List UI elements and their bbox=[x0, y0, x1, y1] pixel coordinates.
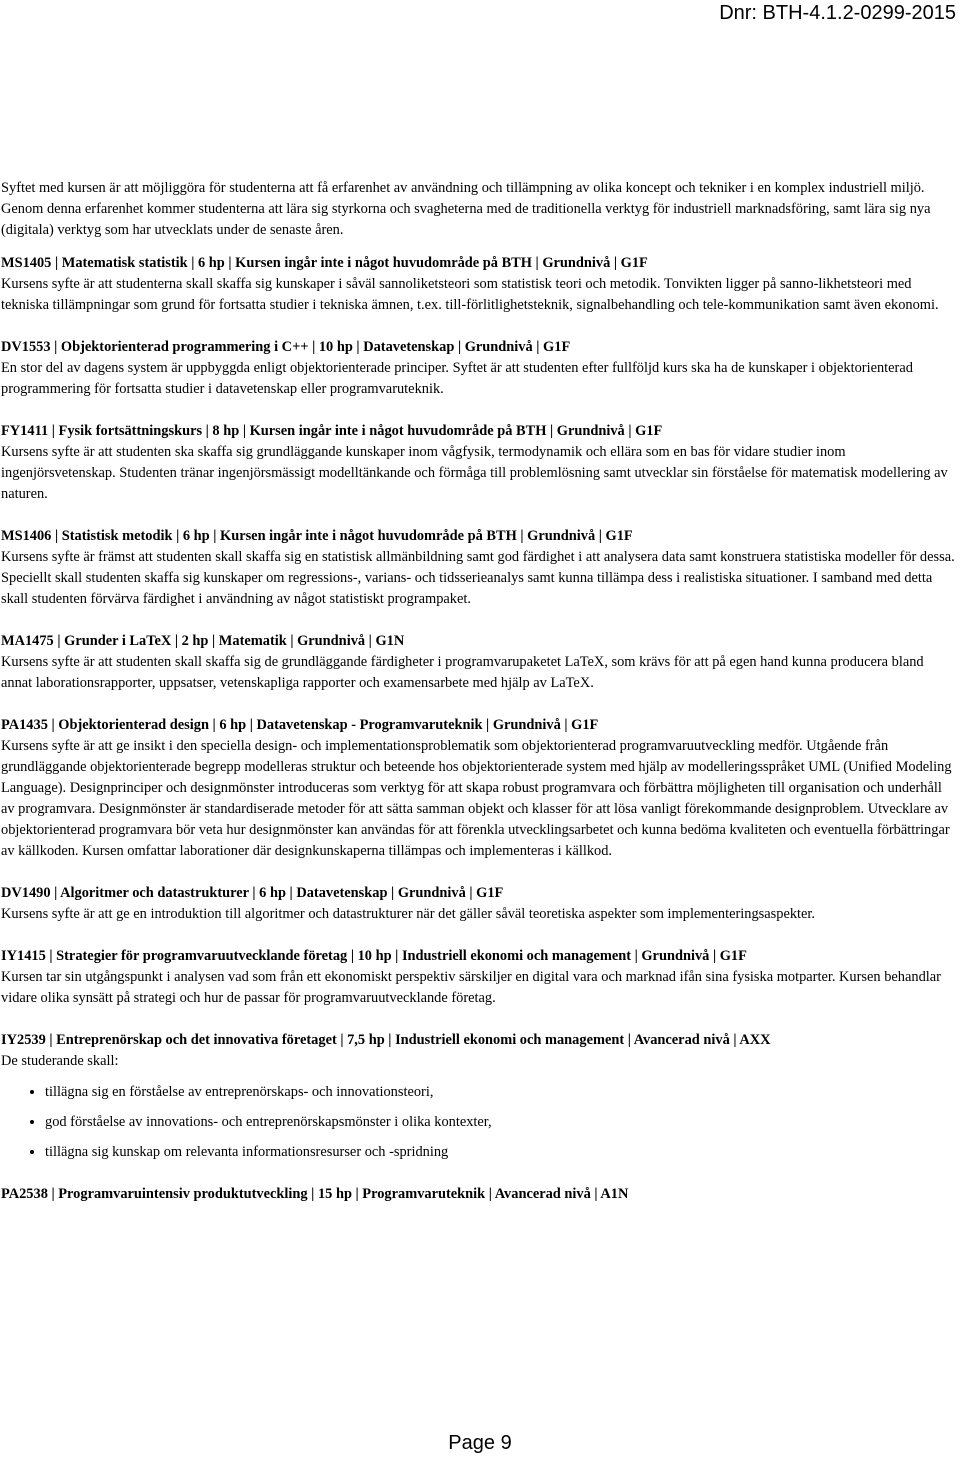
course-title: IY2539 | Entreprenörskap och det innovativa företaget | 7,5 hp | Industriell ekonomi och management | Avancerad nivå | AXX bbox=[1, 1032, 771, 1048]
course-description: Kursen tar sin utgångspunkt i analysen vad som från ett ekonomiskt perspektiv särskiljer en digital vara och marknad ifån sina fysiska motparter. Kursen behandlar vidare olika synsätt på strategi och hur de passar för programvaruutvecklande företag. bbox=[1, 969, 941, 1006]
course-title: DV1490 | Algoritmer och datastrukturer | 6 hp | Datavetenskap | Grundnivå | G1F bbox=[1, 885, 504, 901]
course-fy1411 bbox=[1, 421, 958, 505]
document-body bbox=[1, 178, 958, 1226]
course-dv1553 bbox=[1, 337, 958, 400]
course-iy1415 bbox=[1, 946, 958, 1009]
course-title: IY1415 | Strategier för programvaruutvecklande företag | 10 hp | Industriell ekonomi och management | Grundnivå | G1F bbox=[1, 948, 747, 964]
document-number: Dnr: BTH-4.1.2-0299-2015 bbox=[719, 2, 956, 24]
course-description: Kursens syfte är att ge insikt i den speciella design- och implementationsproblematik som objektorienterad programvaruutveckling medför. Utgående från grundläggande objektorienterade begrepp modelleras struktur och beteende hos objektorienterade system med hjälp av modelleringsspråket UML (Unified Modeling Language). Designprinciper och designmönster introduceras som verktyg för att skapa robust programvara och förbättra möjligheten till organisation och underhåll av programvara. Designmönster är standardiserade metoder för att sätta samman objekt och klasser för att lösa vanligt förekommande designproblem. Utvecklare av objektorienterad programvara bör veta hur designmönster kan användas för att förenkla utvecklingsarbetet och kunna bedöma kvaliteten och eventuella förbättringar av källkoden. Kursen omfattar laborationer där designkunskaperna tillämpas och implementeras i källkod. bbox=[1, 738, 952, 859]
page-number: Page 9 bbox=[448, 1432, 512, 1454]
course-title: MS1406 | Statistisk metodik | 6 hp | Kursen ingår inte i något huvudområde på BTH | Grundnivå | G1F bbox=[1, 528, 633, 544]
course-ms1405 bbox=[1, 253, 958, 316]
course-description: En stor del av dagens system är uppbyggda enligt objektorienterade principer. Syftet är att studenten efter fullföljd kurs ska ha de kunskaper i objektorienterad programmering för fortsatta studier i datavetenskap eller programvaruteknik. bbox=[1, 360, 913, 397]
course-description: De studerande skall: bbox=[1, 1053, 119, 1069]
course-description: Kursens syfte är att ge en introduktion till algoritmer och datastrukturer när det gäller såväl teoretiska aspekter som implementeringsaspekter. bbox=[1, 906, 816, 922]
course-description: Kursens syfte är främst att studenten skall skaffa sig en statistisk allmänbildning samt god färdighet i att analysera data samt konstruera statistiska modeller för dessa. Speciellt skall studenten skaffa sig kunskaper om regressions-, varians- och tidsserieanalys samt kunna tillämpa dess i realistiska situationer. I samband med detta skall studenten förvärva färdighet i användning av något statistiskt programpaket. bbox=[1, 549, 955, 607]
course-ms1406 bbox=[1, 526, 958, 610]
course-title: MA1475 | Grunder i LaTeX | 2 hp | Matematik | Grundnivå | G1N bbox=[1, 633, 405, 649]
course-description: Kursens syfte är att studenten ska skaffa sig grundläggande kunskaper inom vågfysik, termodynamik och ellära som en bas för vidare studier inom ingenjörsvetenskap. Studenten tränar ingenjörsmässigt modelltänkande och förmåga till problemlösning samt utvecklar sin förståelse för matematisk modellering av naturen. bbox=[1, 444, 948, 502]
course-iy2539 bbox=[1, 1030, 958, 1163]
course-title: MS1405 | Matematisk statistik | 6 hp | Kursen ingår inte i något huvudområde på BTH | Grundnivå | G1F bbox=[1, 255, 648, 271]
course-ma1475 bbox=[1, 631, 958, 694]
intro-paragraph: Syftet med kursen är att möjliggöra för studenterna att få erfarenhet av användning och tillämpning av olika koncept och tekniker i en komplex industriell miljö. Genom denna erfarenhet kommer studenterna att lära sig styrkorna och svagheterna med de traditionella verktyg för industriell marknadsföring, samt lära sig nya (digitala) verktyg som har utvecklats under de senaste åren. bbox=[1, 180, 931, 238]
course-dv1490 bbox=[1, 883, 958, 925]
list-item: • god förståelse av innovations- och entreprenörskapsmönster i olika kontexter, bbox=[45, 1112, 958, 1133]
course-title: PA2538 | Programvaruintensiv produktutveckling | 15 hp | Programvaruteknik | Avancerad nivå | A1N bbox=[1, 1186, 629, 1202]
course-pa2538 bbox=[1, 1184, 958, 1205]
list-item: • tillägna sig kunskap om relevanta informationsresurser och -spridning bbox=[45, 1142, 958, 1163]
course-title: FY1411 | Fysik fortsättningskurs | 8 hp | Kursen ingår inte i något huvudområde på BTH | Grundnivå | G1F bbox=[1, 423, 663, 439]
list-item: • tillägna sig en förståelse av entreprenörskaps- och innovationsteori, bbox=[45, 1082, 958, 1103]
course-description: Kursens syfte är att studenten skall skaffa sig de grundläggande färdigheter i programvarupaketet LaTeX, som krävs för att på egen hand kunna producera bland annat laborationsrapporter, uppsatser, vetenskapliga rapporter och examensarbete med hjälp av LaTeX. bbox=[1, 654, 924, 691]
learning-goals-list bbox=[1, 1082, 958, 1163]
course-pa1435 bbox=[1, 715, 958, 862]
course-title: DV1553 | Objektorienterad programmering i C++ | 10 hp | Datavetenskap | Grundnivå | G1F bbox=[1, 339, 571, 355]
course-title: PA1435 | Objektorienterad design | 6 hp | Datavetenskap - Programvaruteknik | Grundnivå | G1F bbox=[1, 717, 599, 733]
course-description: Kursens syfte är att studenterna skall skaffa sig kunskaper i såväl sannoliketsteori som statistisk teori och metodik. Tonvikten ligger på sanno-likhetsteori med tekniska tillämpningar som grund för fortsatta studier i tekniska ämnen, t.ex. till-förlitlighetsteknik, signalbehandling och tele-kommunikation samt även ekonomi. bbox=[1, 276, 939, 313]
